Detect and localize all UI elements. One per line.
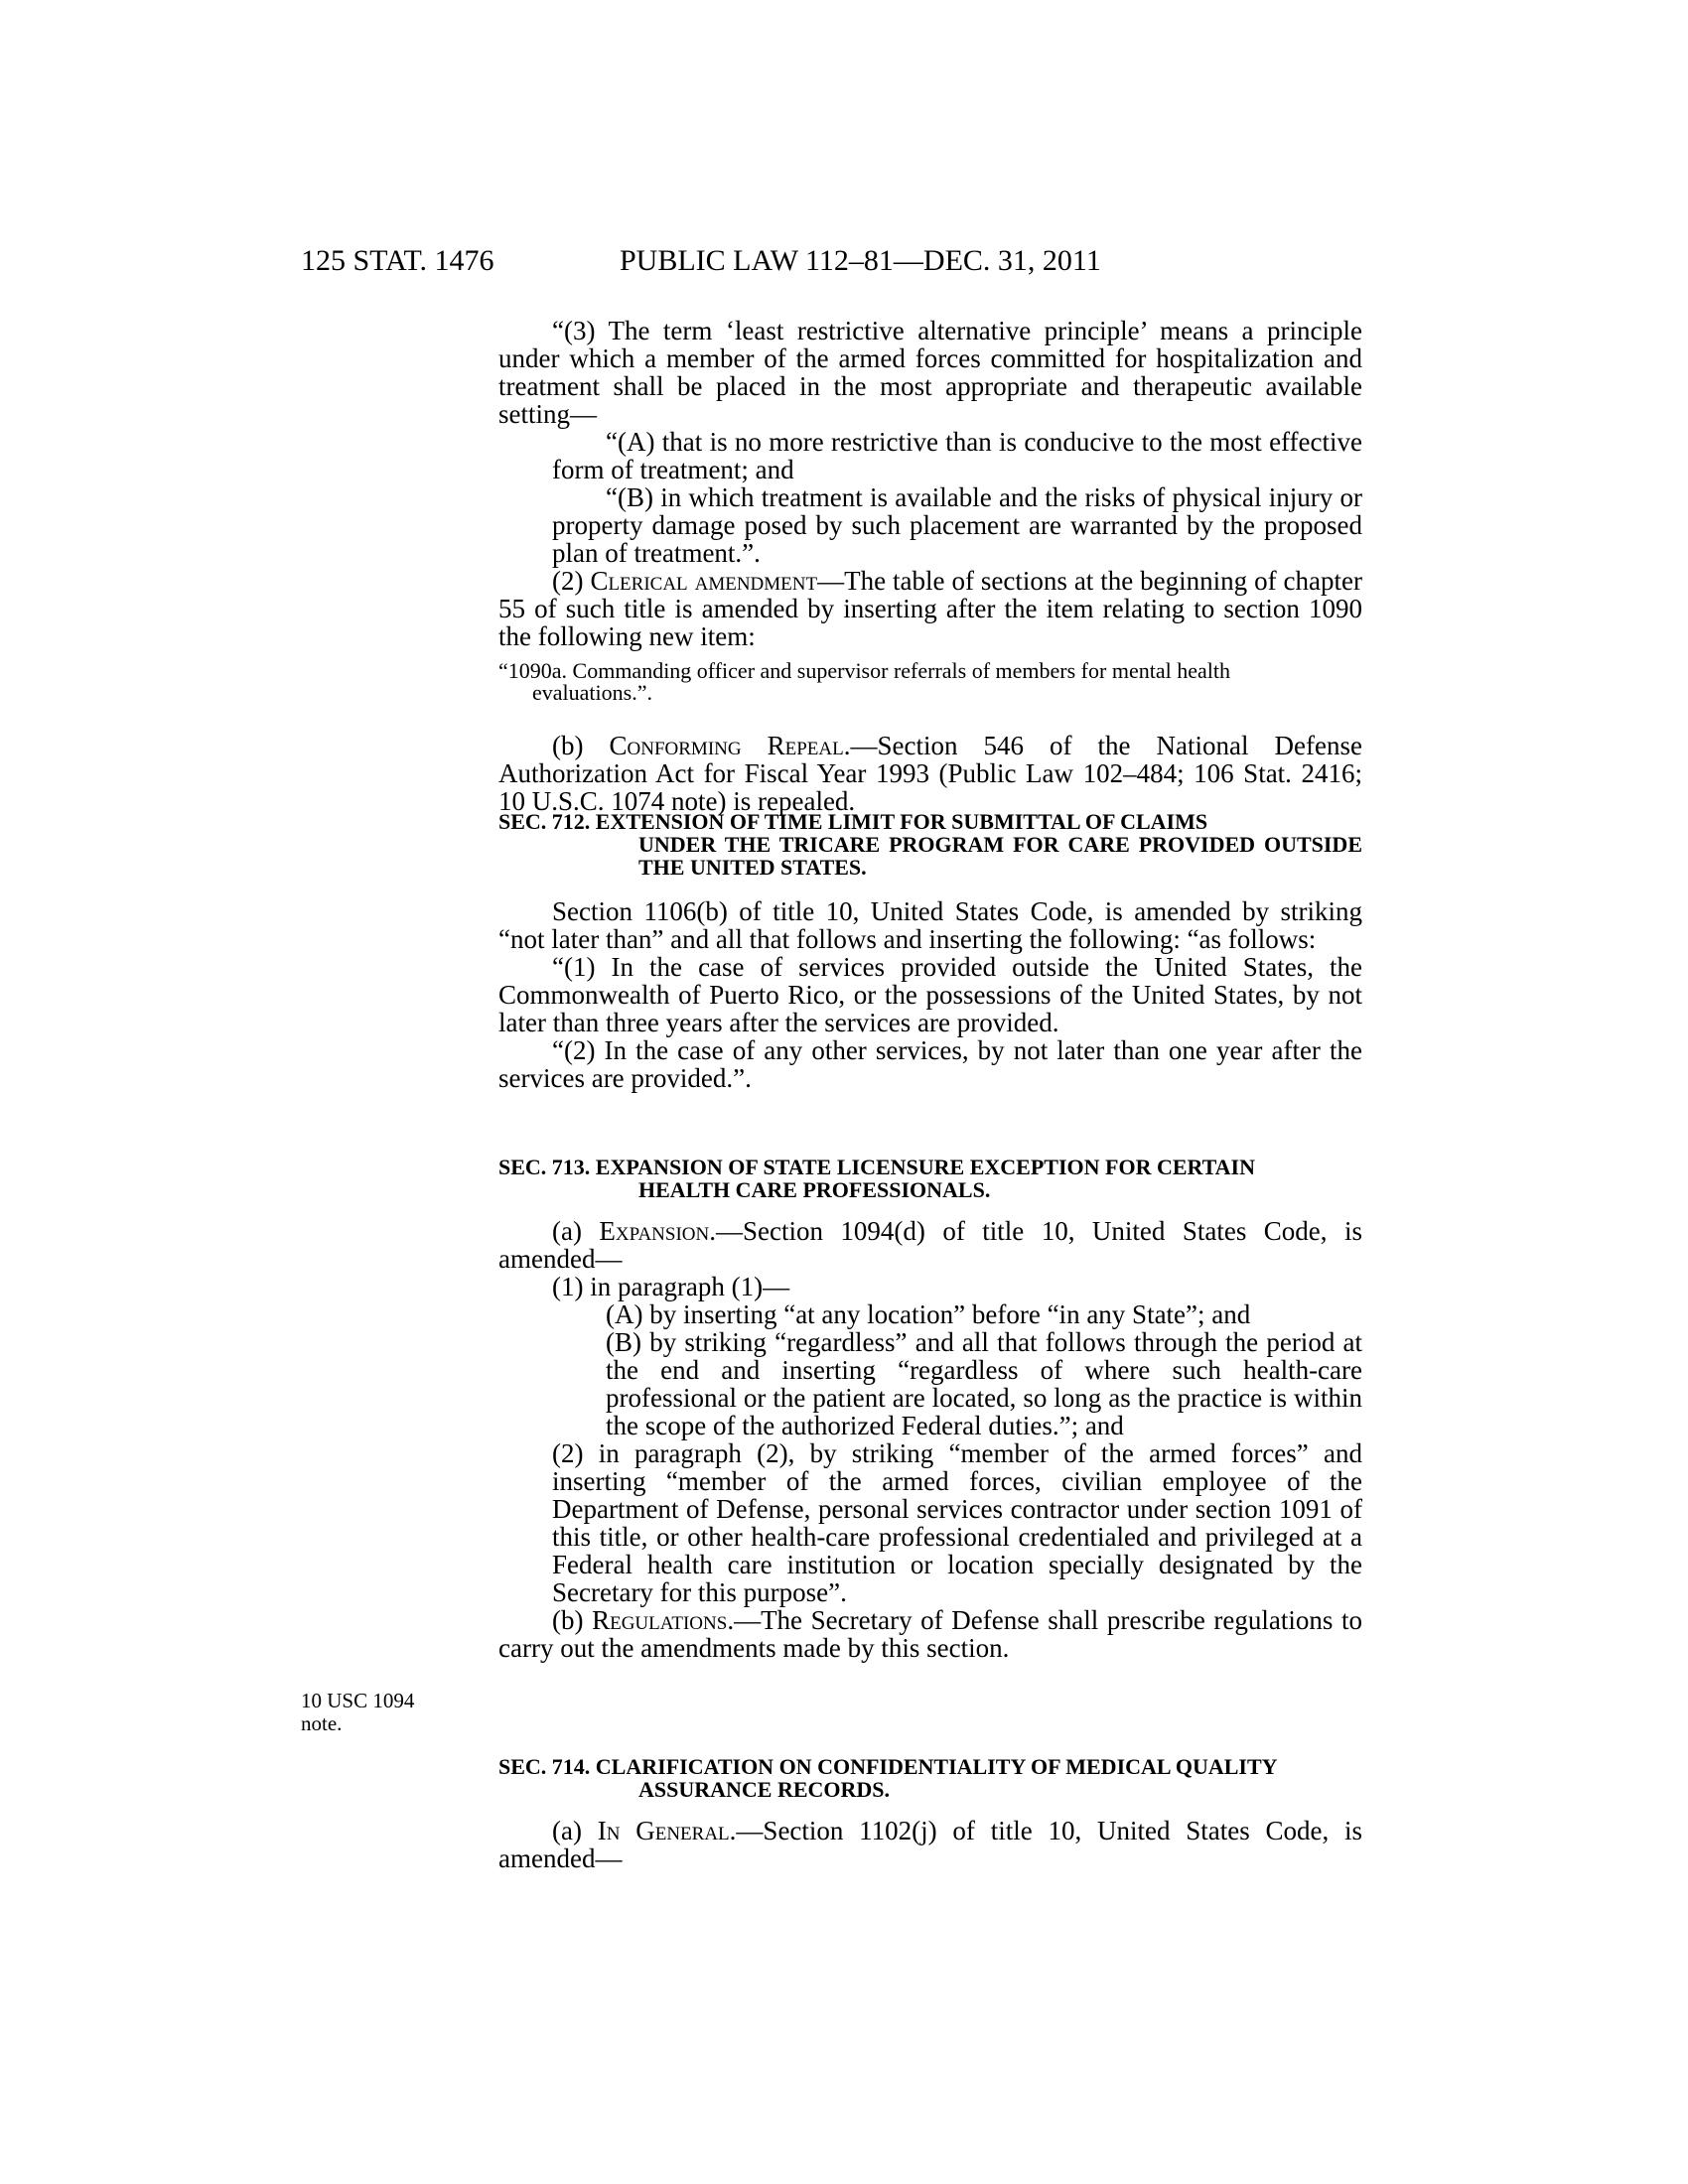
margin-note-line2: note. <box>301 1711 343 1735</box>
section-714-body <box>498 1817 1362 1872</box>
section-713-body <box>498 1217 1362 1662</box>
section-713-b-prefix: (b) <box>552 1605 593 1635</box>
section-713-item-2: (2) in paragraph (2), by striking “member of the armed forces” and inserting “member of the armed forces, civilian employee of the Department of Defense, personal services contractor under section 1091 of this title, or other health-care professional credentialed and privileged at a Federal health care institution or location specially designated by the Secretary for this purpose”. <box>552 1438 1362 1607</box>
section-712-item-1: “(1) In the case of services provided outside the United States, the Commonwealth of Puerto Rico, or the possessions of the United States, by not later than three years after the services are provided. <box>498 952 1362 1037</box>
definitions-block <box>498 317 1362 650</box>
section-714-heading-line1: SEC. 714. CLARIFICATION ON CONFIDENTIALITY OF MEDICAL QUALITY <box>498 1754 1278 1779</box>
paragraph-A: “(A) that is no more restrictive than is conducive to the most effective form of treatment; and <box>552 427 1362 484</box>
section-713-heading-line1: SEC. 713. EXPANSION OF STATE LICENSURE EXCEPTION FOR CERTAIN <box>498 1155 1256 1179</box>
clerical-amendment-paragraph <box>498 567 1362 650</box>
section-712-item-2: “(2) In the case of any other services, by not later than one year after the services are provided.”. <box>498 1035 1362 1093</box>
section-714-a-label: In General <box>597 1816 730 1845</box>
section-713-b <box>498 1606 1362 1662</box>
section-712-heading-rest: UNDER THE TRICARE PROGRAM FOR CARE PROVIDED OUTSIDE THE UNITED STATES. <box>638 832 1362 880</box>
section-713-item-A-wrap <box>498 1300 1362 1328</box>
section-714-a-text: .—Section 1102(j) of title 10, United States Code, is amended— <box>498 1816 1363 1873</box>
margin-note <box>301 1690 430 1735</box>
conforming-label: Conforming Repeal <box>609 731 844 760</box>
margin-note-line1: 10 USC 1094 <box>301 1689 415 1712</box>
clerical-prefix: (2) <box>552 566 591 596</box>
section-714-a-prefix: (a) <box>552 1816 598 1845</box>
table-of-sections-item <box>498 660 1362 704</box>
section-714-heading <box>498 1755 1362 1801</box>
section-712-heading <box>498 810 1362 879</box>
toc-line-2: evaluations.”. <box>532 680 652 705</box>
section-713-a-prefix: (a) <box>552 1216 600 1246</box>
section-714-heading-rest: ASSURANCE RECORDS. <box>638 1777 891 1802</box>
section-713-item-B: (B) by striking “regardless” and all that follows through the period at the end and inserting “regardless of where such health-care professional or the patient are located, so long as the practice is within the scope of the authorized Federal duties.”; and <box>606 1327 1362 1440</box>
conforming-repeal-block <box>498 732 1362 815</box>
conforming-repeal-paragraph <box>498 732 1362 815</box>
clerical-label: Clerical amendment <box>590 566 818 596</box>
section-713-a-label: Expansion <box>599 1216 710 1246</box>
section-713-item-2-wrap <box>498 1439 1362 1606</box>
section-713-b-label: Regulations <box>592 1605 728 1635</box>
running-header: PUBLIC LAW 112–81—DEC. 31, 2011 <box>620 244 1101 277</box>
section-713-heading-rest: HEALTH CARE PROFESSIONALS. <box>638 1177 991 1202</box>
section-712-heading-line1: SEC. 712. EXTENSION OF TIME LIMIT FOR SUBMITTAL OF CLAIMS <box>498 809 1208 834</box>
section-713-a <box>498 1217 1362 1273</box>
conforming-prefix: (b) <box>552 731 610 760</box>
section-714-a <box>498 1817 1362 1872</box>
toc-line-1: “1090a. Commanding officer and supervisor referrals of members for mental health <box>498 658 1230 683</box>
paragraph-B: “(B) in which treatment is available and the risks of physical injury or property damage posed by such placement are warranted by the proposed plan of treatment.”. <box>552 482 1362 568</box>
section-713-a-text: .—Section 1094(d) of title 10, United States Code, is amended— <box>498 1216 1363 1274</box>
section-712-body <box>498 897 1362 1092</box>
section-713-item-A: (A) by inserting “at any location” before “in any State”; and <box>606 1299 1251 1329</box>
section-713-item-B-wrap <box>498 1328 1362 1439</box>
page-stat-number: 125 STAT. 1476 <box>301 244 494 277</box>
clerical-text: —The table of sections at the beginning of chapter 55 of such title is amended by inserting after the item relating to section 1090 the following new item: <box>498 566 1363 651</box>
paragraph-3-definition: “(3) The term ‘least restrictive alternative principle’ means a principle under which a member of the armed forces committed for hospitalization and treatment shall be placed in the most appropriate and therapeutic available setting— <box>498 316 1362 429</box>
section-712-intro: Section 1106(b) of title 10, United States Code, is amended by striking “not later than” and all that follows and inserting the following: “as follows: <box>498 896 1362 954</box>
section-713-heading <box>498 1156 1362 1201</box>
section-713-item-1: (1) in paragraph (1)— <box>552 1272 790 1301</box>
conforming-text: .—Section 546 of the National Defense Authorization Act for Fiscal Year 1993 (Public Law 102–484; 106 Stat. 2416; 10 U.S.C. 1074 note) is repealed. <box>498 731 1362 816</box>
section-713-b-text: .—The Secretary of Defense shall prescribe regulations to carry out the amendments made by this section. <box>498 1605 1362 1663</box>
